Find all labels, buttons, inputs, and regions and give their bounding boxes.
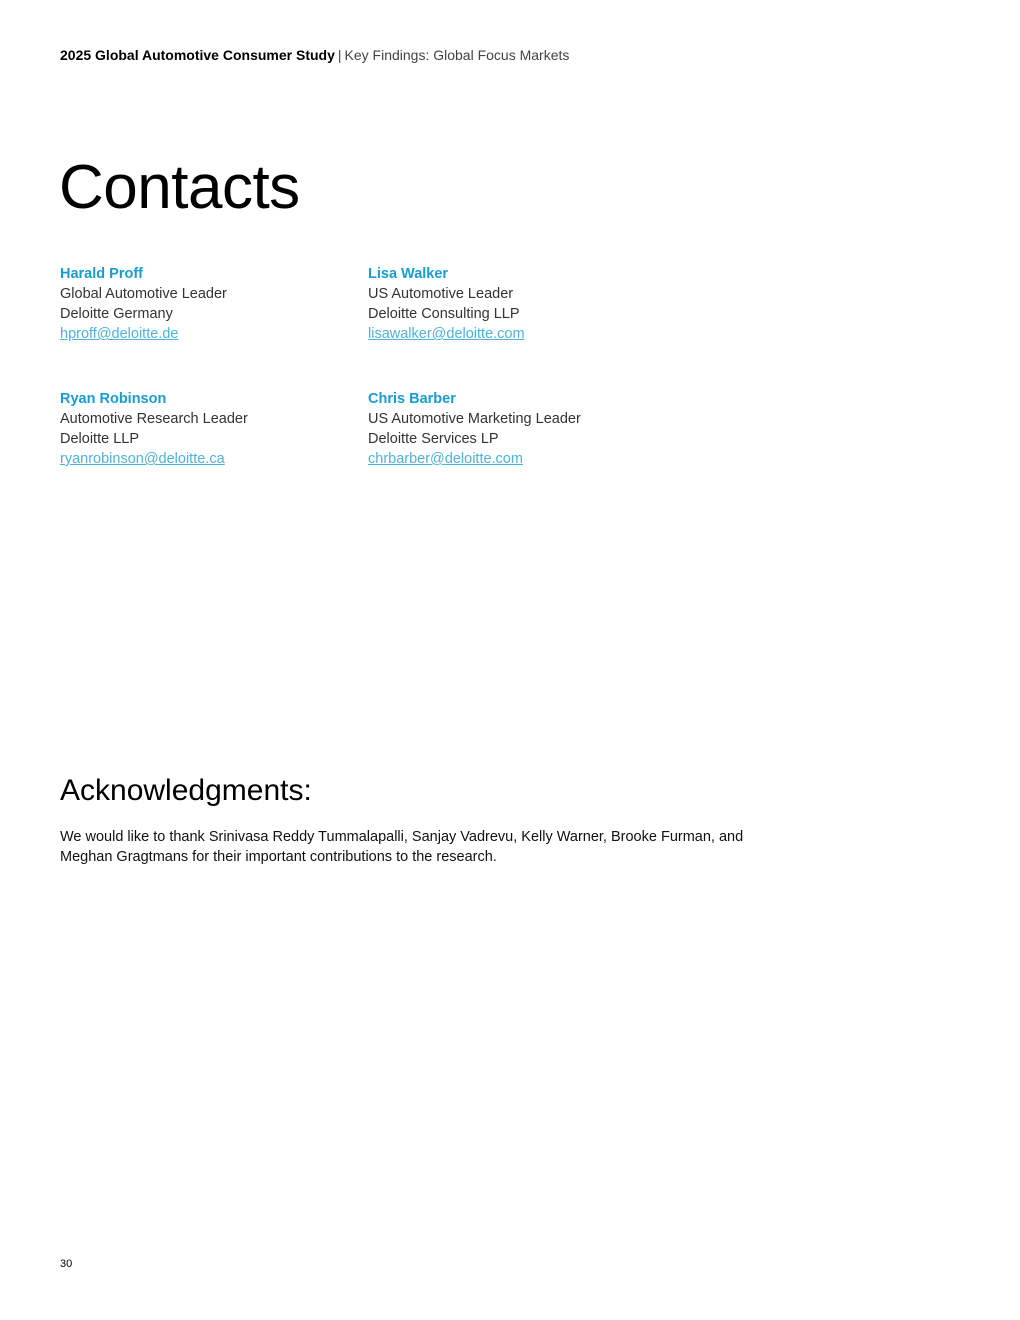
contact-company: Deloitte Consulting LLP — [368, 306, 520, 322]
contact-company: Deloitte LLP — [60, 431, 139, 447]
contact-card-chris-barber — [368, 389, 658, 469]
page-number: 30 — [60, 1258, 73, 1270]
contact-name: Lisa Walker — [368, 266, 449, 282]
running-header — [60, 46, 569, 64]
contact-name: Ryan Robinson — [60, 391, 167, 407]
contact-name: Chris Barber — [368, 391, 456, 407]
contact-email-link[interactable]: hproff@deloitte.de — [60, 326, 179, 342]
contact-role: Automotive Research Leader — [60, 411, 248, 427]
study-title: 2025 Global Automotive Consumer Study — [60, 47, 335, 63]
contact-role: US Automotive Marketing Leader — [368, 411, 581, 427]
contact-name: Harald Proff — [60, 266, 143, 282]
contact-role: Global Automotive Leader — [60, 286, 227, 302]
contact-card-lisa-walker — [368, 264, 658, 344]
acknowledgments-text: We would like to thank Srinivasa Reddy Tummalapalli, Sanjay Vadrevu, Kelly Warner, Brooke Furman, and Meghan Gragtmans for their important contributions to the research. — [60, 829, 744, 865]
page-title: Contacts — [59, 153, 300, 222]
contact-email-link[interactable]: ryanrobinson@deloitte.ca — [60, 451, 225, 467]
contact-card-ryan-robinson — [60, 389, 350, 469]
contact-email-link[interactable]: lisawalker@deloitte.com — [368, 326, 525, 342]
header-separator: | — [337, 47, 342, 63]
acknowledgments-heading: Acknowledgments: — [60, 774, 312, 807]
contact-card-harald-proff — [60, 264, 350, 344]
contact-role: US Automotive Leader — [368, 286, 514, 302]
header-subtitle: Key Findings: Global Focus Markets — [344, 47, 570, 63]
contact-company: Deloitte Services LP — [368, 431, 499, 447]
contact-company: Deloitte Germany — [60, 306, 173, 322]
contact-email-link[interactable]: chrbarber@deloitte.com — [368, 451, 523, 467]
